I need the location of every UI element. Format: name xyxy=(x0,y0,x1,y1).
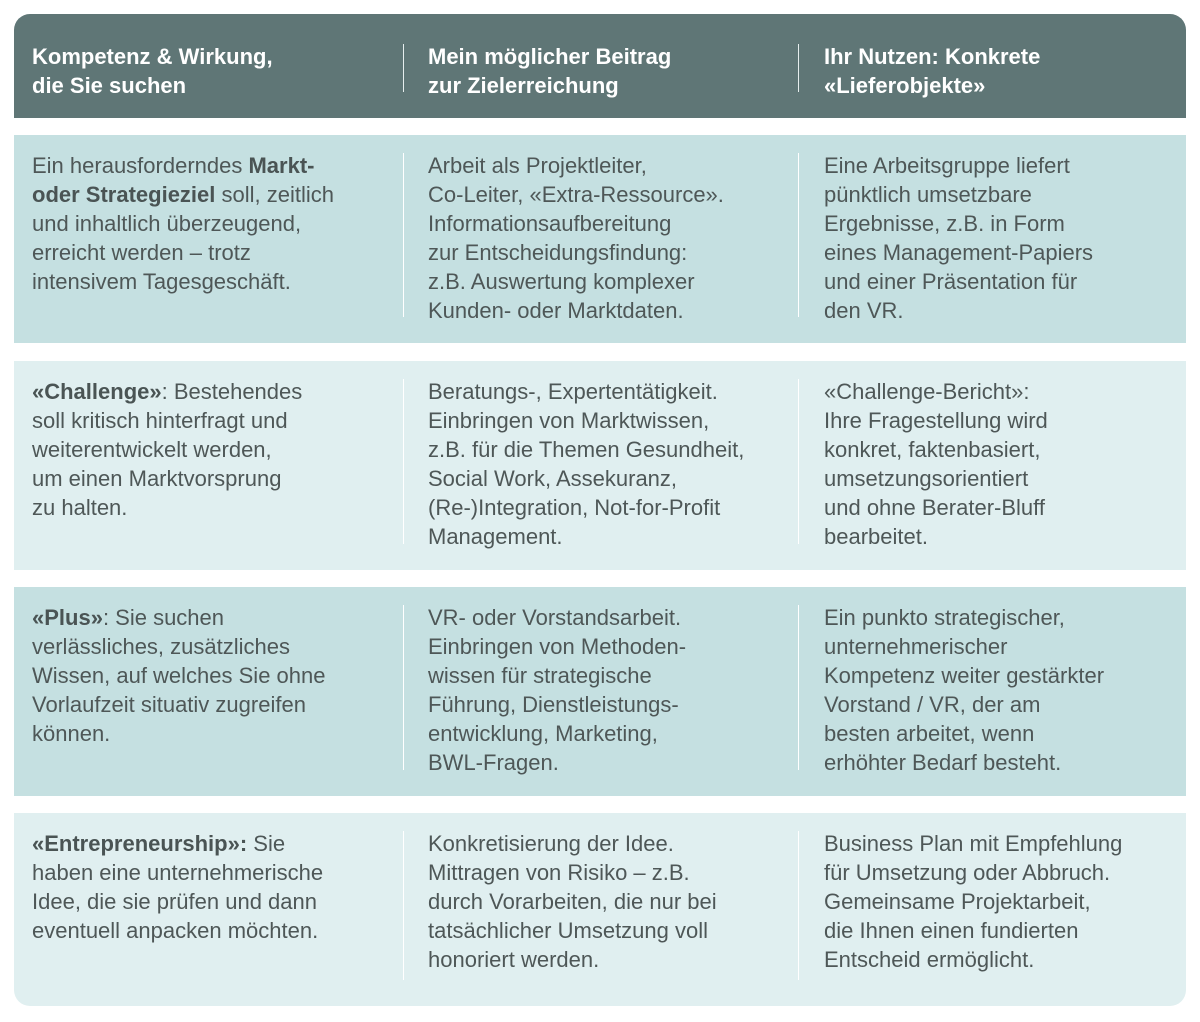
row-competence-text: Ein herausforderndes xyxy=(32,153,249,178)
header-contribution: Mein möglicher Beitrag zur Zielerreichung xyxy=(428,44,672,98)
row-competence xyxy=(14,587,404,796)
row-contribution: Beratungs-, Expertentätigkeit. Einbringen von Marktwissen, z.B. für die Themen Gesundheit, Social Work, Assekuranz, (Re-)Integration, Not-for-Profit Management. xyxy=(428,379,745,549)
table-header xyxy=(14,14,1186,118)
row-contribution: Konkretisierung der Idee. Mittragen von Risiko – z.B. durch Vorarbeiten, die nur bei tatsächlicher Umsetzung voll honoriert werden. xyxy=(428,831,717,972)
table-row xyxy=(14,587,1186,796)
row-benefit: Business Plan mit Empfehlung für Umsetzung oder Abbruch. Gemeinsame Projektarbeit, die Ihnen einen fundierten Entscheid ermöglicht. xyxy=(824,831,1123,972)
row-competence xyxy=(14,361,404,570)
row-competence-text: soll, zeitlich und inhaltlich überzeugend, erreicht werden – trotz intensivem Tagesgeschäft. xyxy=(32,182,334,294)
column-divider xyxy=(798,379,799,544)
column-divider xyxy=(798,831,799,980)
row-contribution: Arbeit als Projektleiter, Co-Leiter, «Extra-Ressource». Informationsaufbereitung zur Entscheidungsfindung: z.B. Auswertung komplexer Kunden- oder Marktdaten. xyxy=(428,153,724,323)
row-contribution: VR- oder Vorstandsarbeit. Einbringen von Methoden- wissen für strategische Führung, Dienstleistungs- entwicklung, Marketing, BWL-Fragen. xyxy=(428,605,687,775)
row-competence-keyword: Markt- oder Strategieziel xyxy=(32,153,315,207)
row-benefit: Ein punkto strategischer, unternehmerischer Kompetenz weiter gestärkter Vorstand / VR, der am besten arbeitet, wenn erhöhter Bedarf besteht. xyxy=(824,605,1105,775)
row-competence-text: Sie haben eine unternehmerische Idee, die sie prüfen und dann eventuell anpacken möchten. xyxy=(32,831,324,943)
header-benefit: Ihr Nutzen: Konkrete «Lieferobjekte» xyxy=(824,44,1041,98)
column-divider xyxy=(798,605,799,770)
column-divider xyxy=(798,153,799,317)
row-competence-text: : Sie suchen verlässliches, zusätzliches Wissen, auf welches Sie ohne Vorlaufzeit situativ zugreifen können. xyxy=(32,605,326,746)
table-row xyxy=(14,813,1186,1006)
row-benefit: Eine Arbeitsgruppe liefert pünktlich umsetzbare Ergebnisse, z.B. in Form eines Management-Papiers und einer Präsentation für den VR. xyxy=(824,153,1094,323)
row-competence-text: : Bestehendes soll kritisch hinterfragt und weiterentwickelt werden, um einen Marktvorsprung zu halten. xyxy=(32,379,303,520)
header-competence: Kompetenz & Wirkung, die Sie suchen xyxy=(32,44,273,98)
table-row xyxy=(14,135,1186,343)
table-row xyxy=(14,361,1186,570)
row-competence-keyword: «Plus» xyxy=(32,605,103,630)
row-competence-keyword: «Challenge» xyxy=(32,379,162,404)
row-competence xyxy=(14,813,404,1006)
row-competence-keyword: «Entrepreneurship»: xyxy=(32,831,248,856)
column-divider xyxy=(798,44,799,92)
row-competence xyxy=(14,135,404,343)
row-benefit: «Challenge-Bericht»: Ihre Fragestellung wird konkret, faktenbasiert, umsetzungsorientiert und ohne Berater-Bluff bearbeitet. xyxy=(824,379,1048,549)
